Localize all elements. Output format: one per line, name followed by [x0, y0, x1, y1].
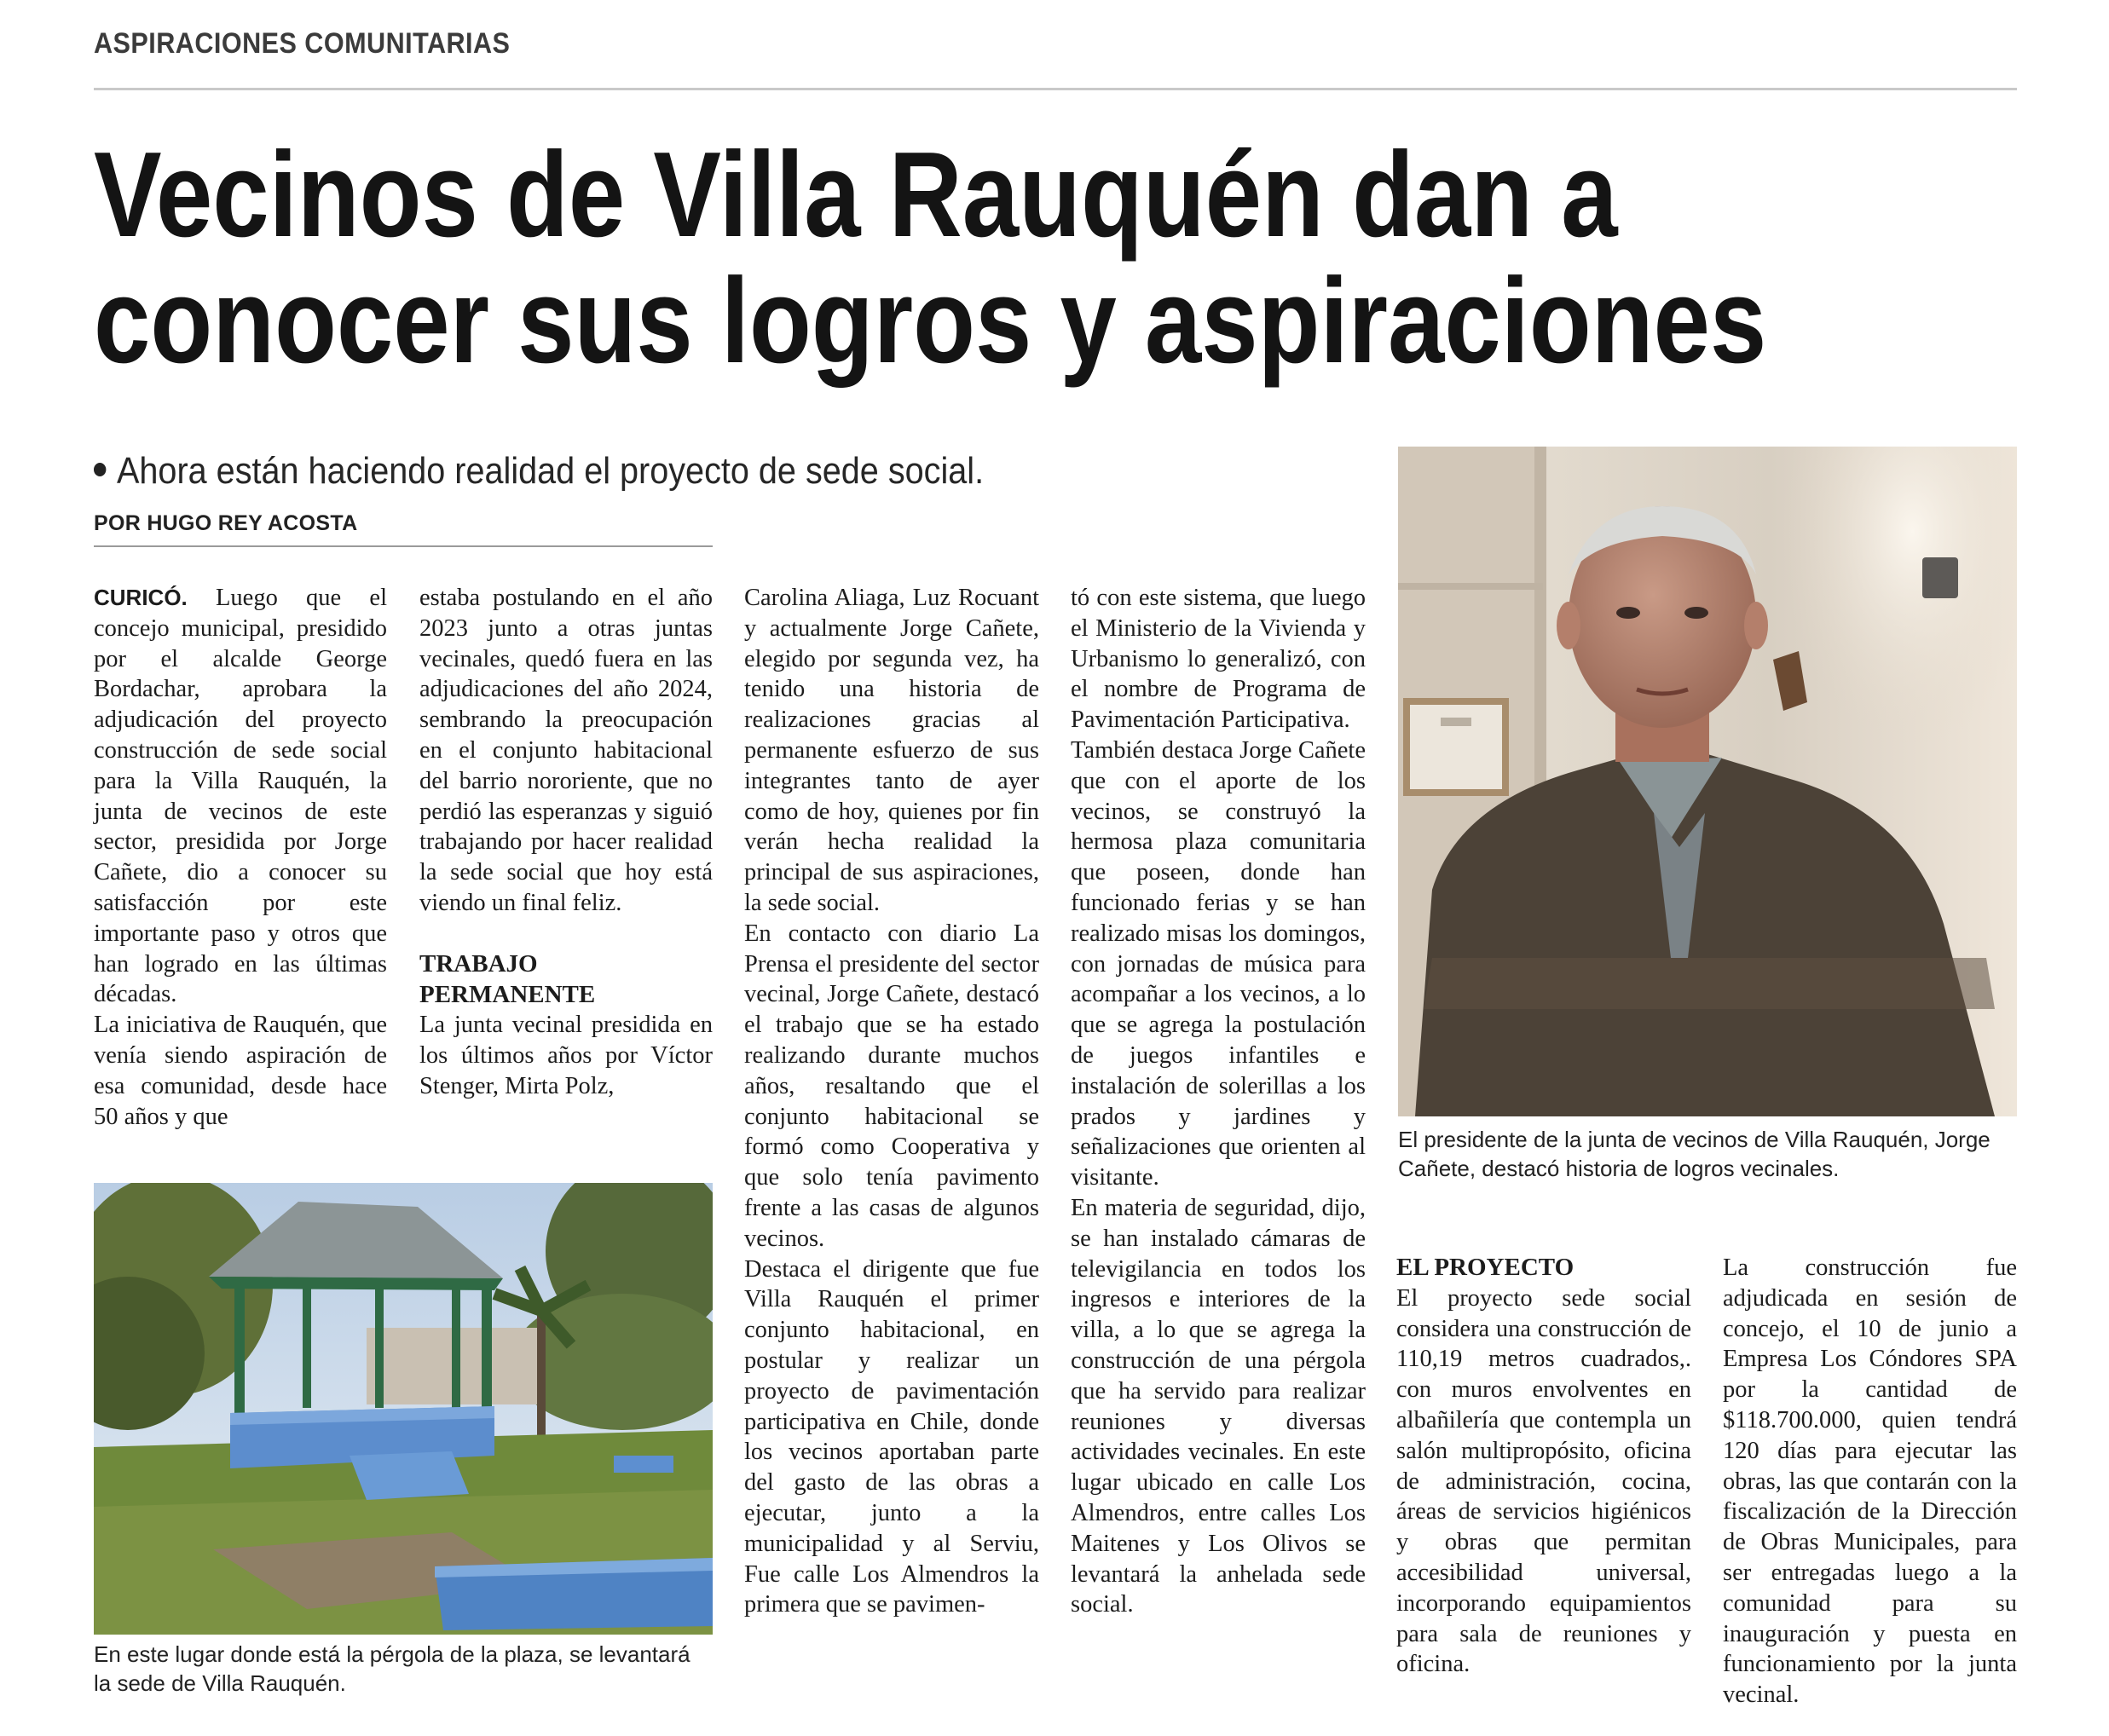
- article-column-2: [419, 583, 713, 1102]
- section-tag: ASPIRACIONES COMUNITARIAS: [94, 27, 511, 60]
- plaza-photo: [94, 1183, 713, 1635]
- deck-text: Ahora están haciendo realidad el proyecto de sede social.: [117, 450, 985, 492]
- subheading-line-1: TRABAJO: [419, 949, 538, 978]
- subheading: EL PROYECTO: [1396, 1254, 1575, 1281]
- paragraph: En materia de seguridad, dijo, se han instalado cámaras de televigilancia en todos los ingresos e interiores de la villa, a lo que se agrega la construcción de una pérgola que ha servido para realizar reuniones y diversas actividades vecinales. En este lugar ubicado en calle Los Almendros, entre calles Los Maitenes y Los Olivos se levantará la anhelada sede social.: [1071, 1194, 1366, 1618]
- portrait-photo: [1398, 447, 2017, 1116]
- paragraph: [94, 583, 387, 1010]
- paragraph: Carolina Aliaga, Luz Rocuant y actualmente Jorge Cañete, elegido por segunda vez, ha tenido una historia de realizaciones gracias al permanente esfuerzo de sus integrantes tanto de ayer como de hoy, quienes por fin verán hecha realidad la principal de sus aspiraciones, la sede social.: [744, 585, 1039, 916]
- article-column-1: [94, 583, 387, 1132]
- byline-rule: [94, 545, 713, 547]
- paragraph: Destaca el dirigente que fue Villa Rauquén el primer conjunto habitacional, en postular y realizar un proyecto de pavimentación participativa en Chile, donde los vecinos aportaban parte del gasto de las obras a ejecutar, junto a la municipalidad y al Serviu, Fue calle Los Almendros la primera que se pavimen-: [744, 1255, 1039, 1618]
- top-rule: [94, 88, 2017, 90]
- article-column-5: [1396, 1253, 1691, 1680]
- headline: [94, 127, 1884, 389]
- byline: POR HUGO REY ACOSTA: [94, 511, 358, 535]
- paragraph: tó con este sistema, que luego el Ministerio de la Vivienda y Urbanismo lo generalizó, con el nombre de Programa de Pavimentación Participativa.: [1071, 585, 1366, 734]
- paragraph: La construcción fue adjudicada en sesión de concejo, el 10 de junio a Empresa Los Cóndores SPA por la cantidad de $118.700.000, quien tendrá 120 días para ejecutar las obras, las que contarán con la fiscalización de la Dirección de Obras Municipales, para ser entregadas luego a la comunidad para su inauguración y puesta en funcionamiento por la junta vecinal.: [1723, 1254, 2017, 1709]
- headline-line-2: conocer sus logros y aspiraciones: [94, 253, 1767, 389]
- paragraph: La iniciativa de Rauquén, que venía siendo aspiración de esa comunidad, desde hace 50 años y que: [94, 1012, 387, 1130]
- paragraph: En contacto con diario La Prensa el presidente del sector vecinal, Jorge Cañete, destacó el trabajo que se ha estado realizando durante muchos años, resaltando que el conjunto habitacional se formó como Cooperativa y que solo tenía pavimento frente a las casas de algunos vecinos.: [744, 920, 1039, 1252]
- headline-line-1: Vecinos de Villa Rauquén dan a: [94, 127, 1618, 262]
- plaza-caption: En este lugar donde está la pérgola de la plaza, se levantará la sede de Villa Rauquén.: [94, 1641, 690, 1696]
- paragraph: estaba postulando en el año 2023 junto a otras juntas vecinales, quedó fuera en las adjudicaciones del año 2024, sembrando la preocupación en el conjunto habitacional del barrio nororiente, que no perdió las esperanzas y siguió trabajando por hacer realidad la sede social que hoy está viendo un final feliz.: [419, 585, 713, 916]
- article-column-3: [744, 583, 1039, 1620]
- subheading-line-2: PERMANENTE: [419, 980, 596, 1008]
- spacer: [419, 919, 713, 949]
- paragraph: La junta vecinal presidida en los últimos años por Víctor Stenger, Mirta Polz,: [419, 1012, 713, 1099]
- article-column-6: [1723, 1253, 2017, 1710]
- article-column-4: [1071, 583, 1366, 1620]
- paragraph: El proyecto sede social considera una construcción de 110,19 metros cuadrados,. con muros envolventes en albañilería que contempla un salón multipropósito, oficina de administración, cocina, áreas de servicios higiénicos y obras que permitan accesibilidad universal, incorporando equipamientos para sala de reuniones y oficina.: [1396, 1284, 1691, 1678]
- dateline: CURICÓ.: [94, 585, 188, 610]
- bullet-icon: [94, 463, 106, 476]
- paragraph-text: Luego que el concejo municipal, presidido por el alcalde George Bordachar, aprobara la adjudicación del proyecto construcción de sede social para la Villa Rauquén, la junta de vecinos de este sector, presidida por Jorge Cañete, dio a conocer su satisfacción por este importante paso y otros que han logrado en las últimas décadas.: [94, 585, 388, 1008]
- portrait-caption: El presidente de la junta de vecinos de Villa Rauquén, Jorge Cañete, destacó historia de logros vecinales.: [1398, 1127, 1991, 1181]
- deck: [94, 450, 984, 493]
- paragraph: También destaca Jorge Cañete que con el aporte de los vecinos, se construyó la hermosa plaza comunitaria que poseen, donde han funcionado ferias y se han realizado misas los domingos, con jornadas de música para acompañar a los vecinos, a lo que se agrega la postulación de juegos infantiles e instalación de solerillas a los prados y jardines y señalizaciones que orienten al visitante.: [1071, 736, 1366, 1191]
